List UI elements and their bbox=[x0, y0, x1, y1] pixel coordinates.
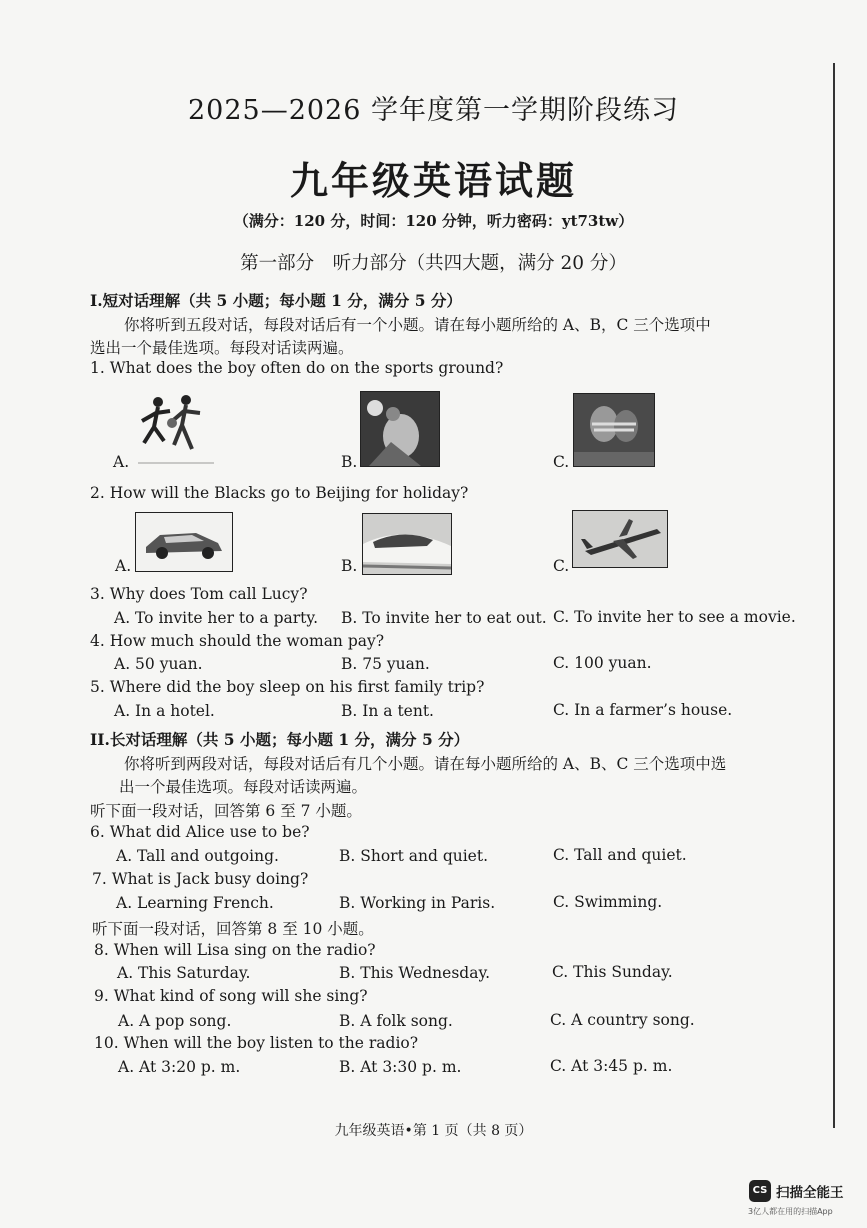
q4-option-b[interactable]: B. 75 yuan. bbox=[341, 655, 430, 673]
camscanner-tagline: 3亿人都在用的扫描App bbox=[748, 1207, 833, 1216]
question-9: 9. What kind of song will she sing? bbox=[94, 987, 368, 1005]
q9-option-b[interactable]: B. A folk song. bbox=[339, 1012, 453, 1030]
q2-option-c[interactable]: C. bbox=[553, 557, 570, 575]
q6-option-a[interactable]: A. Tall and outgoing. bbox=[116, 847, 279, 865]
question-10: 10. When will the boy listen to the radio? bbox=[94, 1034, 419, 1052]
q2-option-b[interactable]: B. bbox=[341, 557, 358, 575]
question-3: 3. Why does Tom call Lucy? bbox=[90, 585, 308, 603]
q2-option-a[interactable]: A. bbox=[115, 557, 132, 575]
rugby-players-image bbox=[573, 393, 655, 467]
camscanner-logo-icon: CS bbox=[749, 1180, 771, 1202]
basketball-players-image bbox=[134, 393, 216, 465]
q5-option-a[interactable]: A. In a hotel. bbox=[114, 702, 215, 720]
q4-option-a[interactable]: A. 50 yuan. bbox=[114, 655, 203, 673]
q1-option-a[interactable]: A. bbox=[113, 453, 130, 471]
q7-option-b[interactable]: B. Working in Paris. bbox=[339, 894, 496, 912]
exam-meta: （满分：120 分，时间：120 分钟，听力密码：yt73tw） bbox=[233, 212, 634, 230]
question-1: 1. What does the boy often do on the sports ground? bbox=[90, 359, 504, 377]
question-7: 7. What is Jack busy doing? bbox=[92, 870, 309, 888]
exam-subtitle: 九年级英语试题 bbox=[289, 158, 577, 203]
q4-option-c[interactable]: C. 100 yuan. bbox=[553, 654, 652, 672]
q9-option-a[interactable]: A. A pop song. bbox=[118, 1012, 232, 1030]
q5-option-b[interactable]: B. In a tent. bbox=[341, 702, 434, 720]
section1-instructions-line1: 你将听到五段对话，每段对话后有一个小题。请在每小题所给的 A、B，C 三个选项中 bbox=[124, 316, 711, 334]
high-speed-train-image bbox=[362, 513, 452, 575]
q6-option-c[interactable]: C. Tall and quiet. bbox=[553, 846, 687, 864]
q3-option-b[interactable]: B. To invite her to eat out. bbox=[341, 609, 547, 627]
section1-heading: I.短对话理解（共 5 小题；每小题 1 分，满分 5 分） bbox=[90, 291, 462, 310]
question-8: 8. When will Lisa sing on the radio? bbox=[94, 941, 376, 959]
question-4: 4. How much should the woman pay? bbox=[90, 632, 385, 650]
q7-option-a[interactable]: A. Learning French. bbox=[116, 894, 274, 912]
q10-option-c[interactable]: C. At 3:45 p. m. bbox=[550, 1057, 673, 1075]
q5-option-c[interactable]: C. In a farmer’s house. bbox=[553, 701, 733, 719]
question-2: 2. How will the Blacks go to Beijing for holiday? bbox=[90, 484, 469, 502]
camscanner-name: 扫描全能王 bbox=[776, 1185, 844, 1201]
q8-option-c[interactable]: C. This Sunday. bbox=[552, 963, 673, 981]
question-6: 6. What did Alice use to be? bbox=[90, 823, 310, 841]
q10-option-a[interactable]: A. At 3:20 p. m. bbox=[118, 1058, 241, 1076]
q3-option-c[interactable]: C. To invite her to see a movie. bbox=[553, 608, 796, 626]
section2-heading: II.长对话理解（共 5 小题；每小题 1 分，满分 5 分） bbox=[90, 730, 470, 749]
q3-option-a[interactable]: A. To invite her to a party. bbox=[114, 609, 318, 627]
car-image bbox=[135, 512, 233, 572]
section2-lead-8-10: 听下面一段对话，回答第 8 至 10 小题。 bbox=[92, 920, 374, 938]
q8-option-b[interactable]: B. This Wednesday. bbox=[339, 964, 491, 982]
section1-instructions-line2: 选出一个最佳选项。每段对话读两遍。 bbox=[90, 339, 354, 357]
exam-title: 2025—2026 学年度第一学期阶段练习 bbox=[187, 95, 679, 126]
q9-option-c[interactable]: C. A country song. bbox=[550, 1011, 695, 1029]
airplane-image bbox=[572, 510, 668, 568]
q7-option-c[interactable]: C. Swimming. bbox=[553, 893, 663, 911]
section2-lead-6-7: 听下面一段对话，回答第 6 至 7 小题。 bbox=[90, 802, 362, 820]
page-footer: 九年级英语•第 1 页（共 8 页） bbox=[334, 1123, 533, 1139]
q1-option-b[interactable]: B. bbox=[341, 453, 358, 471]
q8-option-a[interactable]: A. This Saturday. bbox=[117, 964, 251, 982]
section2-instructions-line2: 出一个最佳选项。每段对话读两遍。 bbox=[119, 778, 368, 796]
q6-option-b[interactable]: B. Short and quiet. bbox=[339, 847, 489, 865]
q1-option-c[interactable]: C. bbox=[553, 453, 570, 471]
q10-option-b[interactable]: B. At 3:30 p. m. bbox=[339, 1058, 462, 1076]
soccer-header-image bbox=[360, 391, 440, 467]
part-heading: 第一部分 听力部分（共四大题，满分 20 分） bbox=[240, 253, 627, 274]
question-5: 5. Where did the boy sleep on his first family trip? bbox=[90, 678, 485, 696]
section2-instructions-line1: 你将听到两段对话，每段对话后有几个小题。请在每小题所给的 A、B、C 三个选项中选 bbox=[124, 755, 727, 773]
